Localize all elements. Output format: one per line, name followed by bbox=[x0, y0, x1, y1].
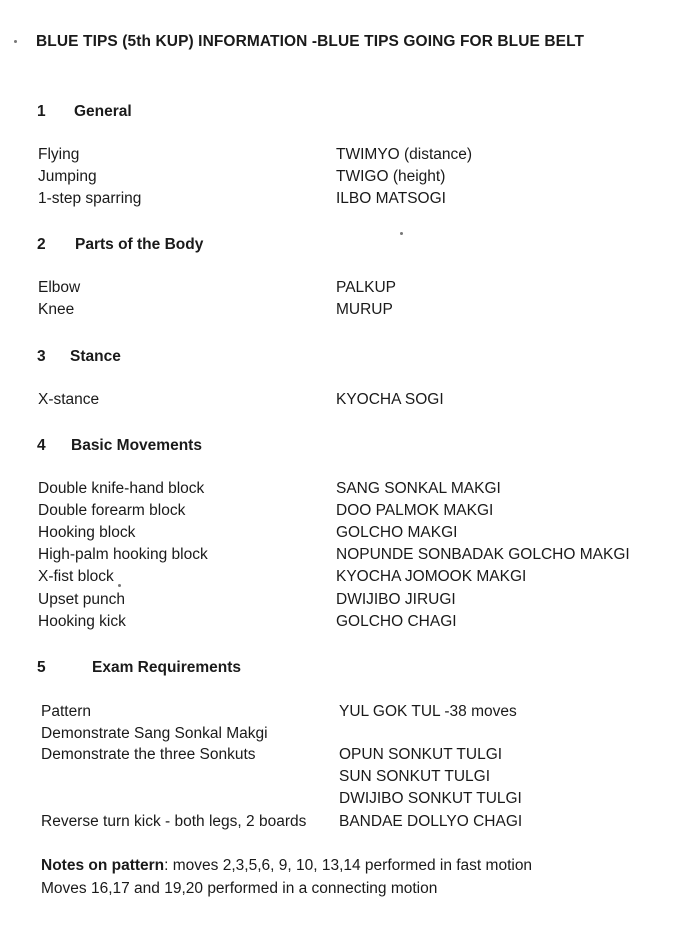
term-row bbox=[0, 746, 699, 768]
term-english: 1-step sparring bbox=[38, 190, 142, 207]
section-number: 3 bbox=[37, 348, 46, 365]
term-english: Demonstrate the three Sonkuts bbox=[41, 746, 256, 763]
term-korean: TWIGO (height) bbox=[336, 168, 446, 185]
scan-speck bbox=[118, 584, 121, 587]
term-korean: DWIJIBO SONKUT TULGI bbox=[339, 790, 522, 807]
term-english: Hooking kick bbox=[38, 613, 126, 630]
term-row bbox=[0, 168, 699, 190]
term-row bbox=[0, 813, 699, 835]
term-row bbox=[0, 613, 699, 635]
term-english: Pattern bbox=[41, 703, 91, 720]
section-title: Stance bbox=[70, 348, 121, 365]
term-row bbox=[0, 568, 699, 590]
pattern-notes-line-2: Moves 16,17 and 19,20 performed in a connecting motion bbox=[41, 880, 438, 897]
term-korean: ILBO MATSOGI bbox=[336, 190, 446, 207]
section-title: Exam Requirements bbox=[92, 659, 242, 676]
term-english: Elbow bbox=[38, 279, 81, 296]
notes-label: Notes on pattern bbox=[41, 857, 165, 874]
term-english: Upset punch bbox=[38, 591, 126, 608]
term-row bbox=[0, 502, 699, 524]
term-row bbox=[0, 591, 699, 613]
term-korean: TWIMYO (distance) bbox=[336, 146, 473, 163]
term-english: Double forearm block bbox=[38, 502, 186, 519]
term-english: Knee bbox=[38, 301, 75, 318]
term-english: X-stance bbox=[38, 391, 100, 408]
scan-speck bbox=[400, 232, 403, 235]
scan-speck bbox=[14, 40, 17, 43]
section-title: Basic Movements bbox=[71, 437, 202, 454]
section-heading-parts-of-body bbox=[37, 236, 204, 254]
term-row bbox=[0, 146, 699, 168]
term-korean: SUN SONKUT TULGI bbox=[339, 768, 491, 785]
term-row bbox=[0, 546, 699, 568]
pattern-notes-line-1 bbox=[41, 857, 532, 875]
term-row bbox=[0, 480, 699, 502]
term-korean: KYOCHA JOMOOK MAKGI bbox=[336, 568, 527, 585]
term-korean: SANG SONKAL MAKGI bbox=[336, 480, 501, 497]
term-korean: DOO PALMOK MAKGI bbox=[336, 502, 494, 519]
term-korean: NOPUNDE SONBADAK GOLCHO MAKGI bbox=[336, 546, 630, 563]
term-row bbox=[0, 391, 699, 413]
section-heading-stance bbox=[37, 348, 121, 366]
section-number: 4 bbox=[37, 437, 46, 454]
document-title: BLUE TIPS (5th KUP) INFORMATION -BLUE TIPS GOING FOR BLUE BELT bbox=[36, 33, 585, 50]
term-korean: OPUN SONKUT TULGI bbox=[339, 746, 503, 763]
term-row bbox=[0, 279, 699, 301]
term-english: Demonstrate Sang Sonkal Makgi bbox=[41, 725, 268, 742]
section-heading-exam-requirements bbox=[37, 659, 242, 677]
term-english: Double knife-hand block bbox=[38, 480, 205, 497]
term-row bbox=[0, 703, 699, 725]
section-number: 5 bbox=[37, 659, 46, 676]
term-english: High-palm hooking block bbox=[38, 546, 208, 563]
term-korean: KYOCHA SOGI bbox=[336, 391, 444, 408]
term-korean: BANDAE DOLLYO CHAGI bbox=[339, 813, 523, 830]
section-heading-basic-movements bbox=[37, 437, 202, 455]
term-english: Reverse turn kick - both legs, 2 boards bbox=[41, 813, 307, 830]
section-number: 1 bbox=[37, 103, 46, 120]
term-english: X-fist block bbox=[38, 568, 114, 585]
term-row bbox=[0, 301, 699, 323]
term-row bbox=[0, 768, 699, 790]
term-korean: PALKUP bbox=[336, 279, 397, 296]
term-english: Jumping bbox=[38, 168, 97, 185]
term-row bbox=[0, 725, 699, 747]
term-english: Hooking block bbox=[38, 524, 136, 541]
section-heading-general bbox=[37, 103, 132, 121]
term-row bbox=[0, 524, 699, 546]
term-korean: GOLCHO MAKGI bbox=[336, 524, 458, 541]
notes-text: : moves 2,3,5,6, 9, 10, 13,14 performed in fast motion bbox=[164, 857, 533, 874]
term-korean: YUL GOK TUL -38 moves bbox=[339, 703, 517, 720]
section-title: Parts of the Body bbox=[75, 236, 204, 253]
term-korean: DWIJIBO JIRUGI bbox=[336, 591, 456, 608]
section-title: General bbox=[74, 103, 132, 120]
term-korean: MURUP bbox=[336, 301, 393, 318]
term-row bbox=[0, 790, 699, 812]
term-row bbox=[0, 190, 699, 212]
term-korean: GOLCHO CHAGI bbox=[336, 613, 457, 630]
term-english: Flying bbox=[38, 146, 80, 163]
section-number: 2 bbox=[37, 236, 46, 253]
